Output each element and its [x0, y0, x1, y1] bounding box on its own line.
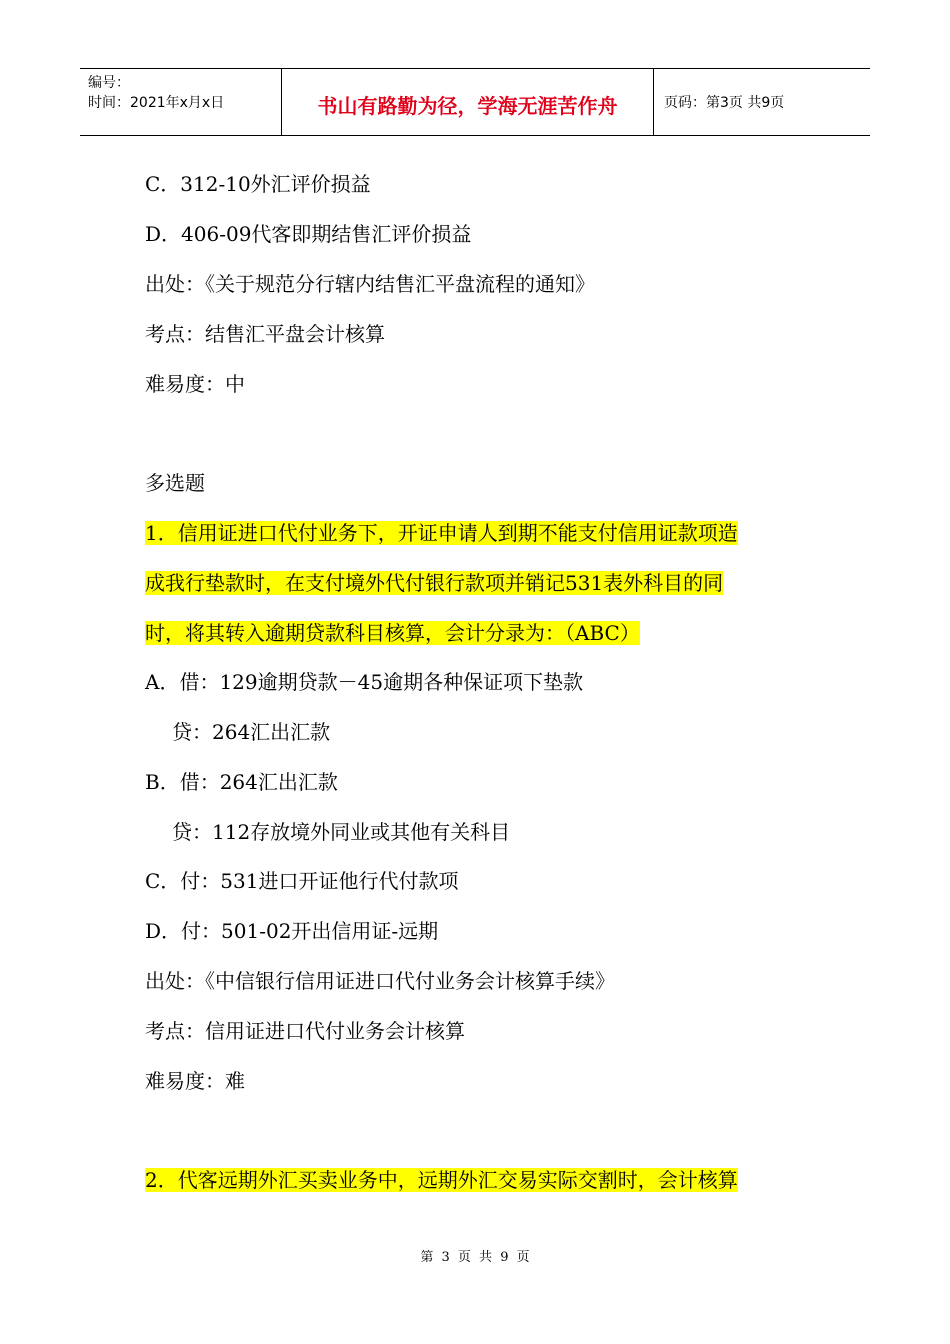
- question-1-line-2: [145, 569, 723, 597]
- option-c-line: C．312-10外汇评价损益: [145, 172, 371, 196]
- document-header: [80, 68, 870, 136]
- header-page-info: 页码：第3页 共9页: [664, 95, 785, 111]
- question-1-text-3: 时，将其转入逾期贷款科目核算，会计分录为：（ABC）: [145, 621, 640, 645]
- option-b-credit: 贷：112存放境外同业或其他有关科目: [172, 820, 511, 844]
- exam-point-line-2: 考点：信用证进口代付业务会计核算: [145, 1019, 465, 1043]
- option-b-debit: B．借：264汇出汇款: [145, 770, 338, 794]
- section-title: 多选题: [145, 471, 205, 495]
- option-d-line: D．406-09代客即期结售汇评价损益: [145, 222, 472, 246]
- number-label: 编号：: [88, 75, 130, 91]
- question-1-text-1: 1．信用证进口代付业务下，开证申请人到期不能支付信用证款项造: [145, 521, 738, 545]
- difficulty-line: 难易度：中: [145, 372, 245, 396]
- header-left-cell: [80, 69, 282, 135]
- page-footer: 第 3 页 共 9 页: [420, 1250, 530, 1265]
- option-a-credit: 贷：264汇出汇款: [172, 720, 331, 744]
- source-line-2: 出处：《中信银行信用证进口代付业务会计核算手续》: [145, 969, 615, 993]
- exam-point-line: 考点：结售汇平盘会计核算: [145, 322, 385, 346]
- header-motto: 书山有路勤为径，学海无涯苦作舟: [282, 69, 654, 135]
- option-d-entry: D．付：501-02开出信用证-远期: [145, 919, 439, 943]
- question-2-line-1: [145, 1166, 738, 1194]
- option-a-debit: A．借：129逾期贷款－45逾期各种保证项下垫款: [145, 670, 584, 694]
- question-2-text-1: 2．代客远期外汇买卖业务中，远期外汇交易实际交割时，会计核算: [145, 1168, 738, 1192]
- time-label: 时间：2021年x月x日: [88, 95, 225, 111]
- source-line: 出处：《关于规范分行辖内结售汇平盘流程的通知》: [145, 272, 595, 296]
- option-c-entry: C．付：531进口开证他行代付款项: [145, 869, 459, 893]
- difficulty-line-2: 难易度：难: [145, 1069, 245, 1093]
- question-1-line-1: [145, 519, 738, 547]
- question-1-line-3: [145, 619, 640, 647]
- question-1-text-2: 成我行垫款时，在支付境外代付银行款项并销记531表外科目的同: [145, 571, 724, 595]
